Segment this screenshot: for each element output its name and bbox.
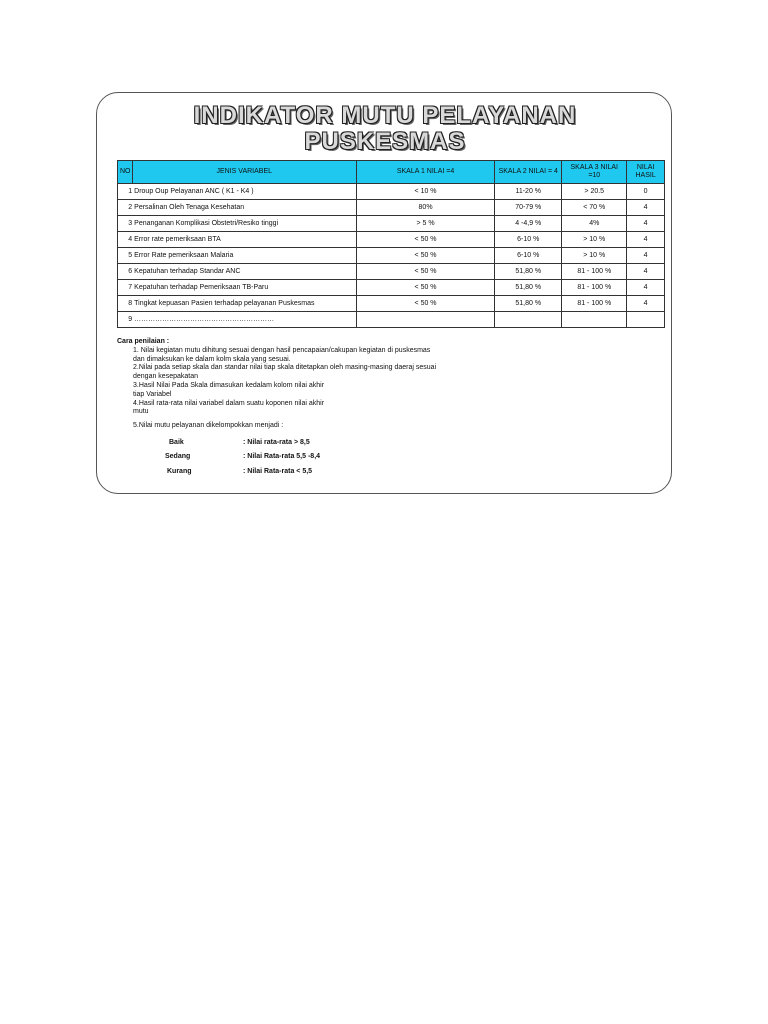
row-skala-3: 4%	[562, 216, 627, 232]
row-skala-2: 6-10 %	[495, 248, 562, 264]
row-variable: Persalinan Oleh Tenaga Kesehatan	[132, 200, 356, 216]
row-skala-3: < 70 %	[562, 200, 627, 216]
table-row	[118, 216, 665, 232]
row-variable: ……………………………………………………	[132, 312, 356, 328]
title-line-2: PUSKESMAS	[304, 128, 466, 155]
row-skala-3: > 10 %	[562, 232, 627, 248]
row-skala-2: 51,80 %	[495, 264, 562, 280]
notes-heading: Cara penilaian :	[117, 338, 170, 345]
note-2a: 2.Nilai pada setiap skala dan standar nilai tiap skala ditetapkan oleh masing-masing daeraj sesuai	[133, 364, 437, 372]
row-number: 7	[118, 280, 133, 296]
header-skala-1: SKALA 1 NILAI =4	[356, 161, 494, 184]
row-skala-1: < 50 %	[356, 264, 494, 280]
row-skala-2: 4 -4,9 %	[495, 216, 562, 232]
document-card	[96, 92, 672, 494]
row-skala-2: 51,80 %	[495, 296, 562, 312]
table-row	[118, 312, 665, 328]
assessment-notes	[117, 338, 657, 431]
table-row	[118, 296, 665, 312]
row-variable: Droup Oup Pelayanan ANC ( K1 - K4 )	[132, 184, 356, 200]
table-row	[118, 248, 665, 264]
row-nilai-hasil: 4	[627, 200, 665, 216]
row-nilai-hasil: 4	[627, 248, 665, 264]
row-number: 8	[118, 296, 133, 312]
header-jenis-variabel: JENIS VARIABEL	[132, 161, 356, 184]
row-skala-2: 51,80 %	[495, 280, 562, 296]
row-skala-1: < 50 %	[356, 232, 494, 248]
row-variable: Penanganan Komplikasi Obstetri/Resiko tinggi	[132, 216, 356, 232]
row-nilai-hasil: 4	[627, 216, 665, 232]
grade-baik-label: Baik	[169, 439, 184, 446]
row-variable: Kepatuhan terhadap Standar ANC	[132, 264, 356, 280]
row-skala-3: 81 - 100 %	[562, 296, 627, 312]
row-number: 4	[118, 232, 133, 248]
grade-kurang-value: : Nilai Rata-rata < 5,5	[243, 468, 313, 475]
grade-baik-value: : Nilai rata-rata > 8,5	[243, 439, 310, 446]
header-no: NO	[118, 161, 133, 184]
grade-kurang-label: Kurang	[167, 468, 192, 475]
row-skala-2: 6-10 %	[495, 232, 562, 248]
row-skala-1: 80%	[356, 200, 494, 216]
row-skala-3	[562, 312, 627, 328]
indicator-table	[117, 160, 665, 328]
row-nilai-hasil: 4	[627, 296, 665, 312]
row-skala-2: 11-20 %	[495, 184, 562, 200]
row-number: 1	[118, 184, 133, 200]
row-skala-1: < 50 %	[356, 248, 494, 264]
table-row	[118, 184, 665, 200]
row-number: 2	[118, 200, 133, 216]
row-number: 3	[118, 216, 133, 232]
note-4a: 4.Hasil rata-rata nilai variabel dalam suatu koponen nilai akhir	[133, 399, 325, 407]
table-row	[118, 280, 665, 296]
row-variable: Tingkat kepuasan Pasien terhadap pelayanan Puskesmas	[132, 296, 356, 312]
row-skala-3: > 10 %	[562, 248, 627, 264]
row-nilai-hasil: 4	[627, 264, 665, 280]
row-skala-1: > 5 %	[356, 216, 494, 232]
row-skala-1: < 50 %	[356, 280, 494, 296]
row-skala-3: 81 - 100 %	[562, 264, 627, 280]
row-skala-1: < 50 %	[356, 296, 494, 312]
note-1a: 1. Nilai kegiatan mutu dihitung sesuai dengan hasil pencapaian/cakupan kegiatan di puskesmas	[133, 346, 431, 354]
row-nilai-hasil: 4	[627, 280, 665, 296]
row-number: 9	[118, 312, 133, 328]
table-header-row	[118, 161, 665, 184]
note-4b: mutu	[133, 408, 149, 416]
row-skala-2	[495, 312, 562, 328]
row-number: 6	[118, 264, 133, 280]
row-skala-3: > 20.5	[562, 184, 627, 200]
row-number: 5	[118, 248, 133, 264]
note-3a: 3.Hasil Nilai Pada Skala dimasukan kedalam kolom nilai akhir	[133, 381, 325, 389]
row-skala-3: 81 - 100 %	[562, 280, 627, 296]
header-skala-3: SKALA 3 NILAI =10	[562, 161, 627, 184]
table-row	[118, 232, 665, 248]
row-skala-2: 70-79 %	[495, 200, 562, 216]
header-skala-2: SKALA 2 NILAI = 4	[495, 161, 562, 184]
row-nilai-hasil: 4	[627, 232, 665, 248]
grade-sedang-value: : Nilai Rata-rata 5,5 -8,4	[243, 453, 321, 460]
row-nilai-hasil	[627, 312, 665, 328]
row-nilai-hasil: 0	[627, 184, 665, 200]
row-skala-1	[356, 312, 494, 328]
row-variable: Error rate pemeriksaan BTA	[132, 232, 356, 248]
header-nilai-hasil: NILAI HASIL	[627, 161, 665, 184]
table-row	[118, 264, 665, 280]
row-variable: Kepatuhan terhadap Pemeriksaan TB-Paru	[132, 280, 356, 296]
row-skala-1: < 10 %	[356, 184, 494, 200]
note-2b: dengan kesepakatan	[133, 373, 198, 381]
note-3b: tiap Variabel	[133, 390, 172, 398]
note-1b: dan dimaksukan ke dalam kolm skala yang sesuai.	[133, 355, 291, 363]
grade-sedang-label: Sedang	[165, 453, 191, 460]
title-line-1: INDIKATOR MUTU PELAYANAN	[193, 102, 577, 129]
table-row	[118, 200, 665, 216]
row-variable: Error Rate pemeriksaan Malaria	[132, 248, 356, 264]
note-5: 5.Nilai mutu pelayanan dikelompokkan menjadi :	[133, 422, 284, 430]
